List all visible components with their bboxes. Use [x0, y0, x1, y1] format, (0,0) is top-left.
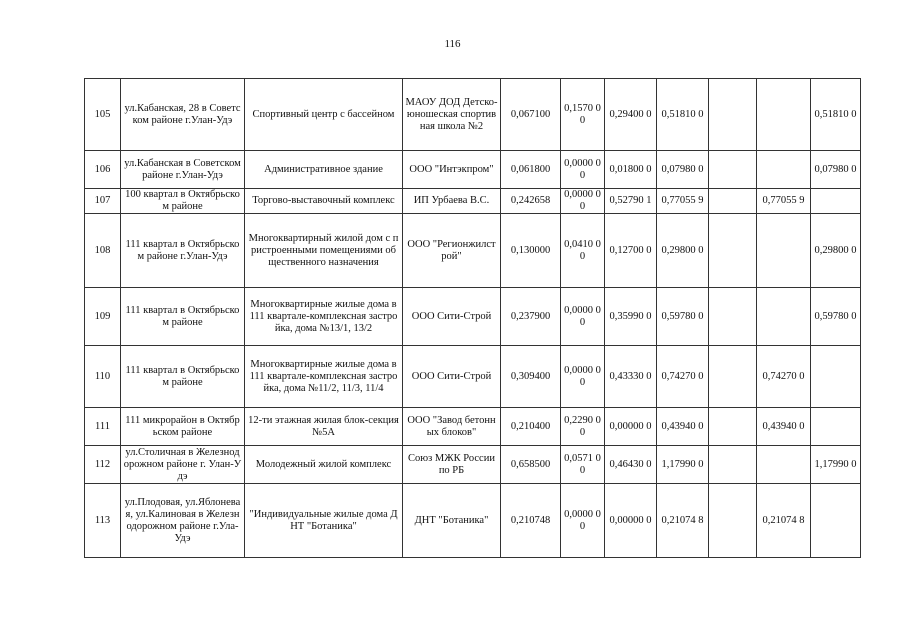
object-cell: 12-ти этажная жилая блок-секция №5А	[245, 408, 403, 446]
value-4-cell: 0,43940 0	[657, 408, 709, 446]
value-2-cell: 0,2290 00	[561, 408, 605, 446]
owner-cell: ООО Сити-Строй	[403, 288, 501, 346]
value-7-cell: 1,17990 0	[811, 446, 861, 484]
value-3-cell: 0,43330 0	[605, 346, 657, 408]
value-6-cell	[757, 288, 811, 346]
value-1-cell: 0,309400	[501, 346, 561, 408]
value-5-cell	[709, 189, 757, 214]
table-row	[85, 408, 861, 446]
row-number: 113	[85, 484, 121, 558]
value-5-cell	[709, 346, 757, 408]
value-5-cell	[709, 408, 757, 446]
value-3-cell: 0,52790 1	[605, 189, 657, 214]
address-cell: ул.Кабанская, 28 в Советском районе г.Улан-Удэ	[121, 79, 245, 151]
value-6-cell	[757, 79, 811, 151]
address-cell: ул.Кабанская в Советском районе г.Улан-Удэ	[121, 151, 245, 189]
value-6-cell	[757, 446, 811, 484]
owner-cell: МАОУ ДОД Детско-юношеская спортивная школа №2	[403, 79, 501, 151]
value-7-cell: 0,07980 0	[811, 151, 861, 189]
value-7-cell: 0,29800 0	[811, 214, 861, 288]
value-7-cell	[811, 484, 861, 558]
object-cell: Многоквартирные жилые дома в 111 квартале-комплексная застройка, дома №11/2, 11/3, 11/4	[245, 346, 403, 408]
value-6-cell: 0,43940 0	[757, 408, 811, 446]
value-5-cell	[709, 484, 757, 558]
address-cell: ул.Столичная в Железнодорожном районе г. Улан-Удэ	[121, 446, 245, 484]
value-7-cell: 0,51810 0	[811, 79, 861, 151]
address-cell: 111 квартал в Октябрьском районе	[121, 288, 245, 346]
owner-cell: ООО "Регионжилстрой"	[403, 214, 501, 288]
value-3-cell: 0,35990 0	[605, 288, 657, 346]
object-cell: Молодежный жилой комплекс	[245, 446, 403, 484]
value-2-cell: 0,0000 00	[561, 484, 605, 558]
owner-cell: ООО "Интэкпром"	[403, 151, 501, 189]
row-number: 105	[85, 79, 121, 151]
object-cell: Торгово-выставочный комплекс	[245, 189, 403, 214]
value-5-cell	[709, 79, 757, 151]
row-number: 109	[85, 288, 121, 346]
value-2-cell: 0,1570 00	[561, 79, 605, 151]
value-4-cell: 0,59780 0	[657, 288, 709, 346]
value-4-cell: 1,17990 0	[657, 446, 709, 484]
data-table	[84, 78, 861, 558]
row-number: 106	[85, 151, 121, 189]
value-3-cell: 0,29400 0	[605, 79, 657, 151]
value-2-cell: 0,0000 00	[561, 189, 605, 214]
address-cell: ул.Плодовая, ул.Яблоневая, ул.Калиновая в Железнодорожном районе г.Ула-Удэ	[121, 484, 245, 558]
table-row	[85, 214, 861, 288]
value-4-cell: 0,77055 9	[657, 189, 709, 214]
table-row	[85, 151, 861, 189]
owner-cell: ООО Сити-Строй	[403, 346, 501, 408]
value-1-cell: 0,242658	[501, 189, 561, 214]
value-5-cell	[709, 151, 757, 189]
value-6-cell	[757, 151, 811, 189]
address-cell: 100 квартал в Октябрьском районе	[121, 189, 245, 214]
table-row	[85, 79, 861, 151]
value-1-cell: 0,210748	[501, 484, 561, 558]
row-number: 112	[85, 446, 121, 484]
value-1-cell: 0,067100	[501, 79, 561, 151]
value-2-cell: 0,0410 00	[561, 214, 605, 288]
owner-cell: ООО "Завод бетонных блоков"	[403, 408, 501, 446]
object-cell: Административное здание	[245, 151, 403, 189]
address-cell: 111 квартал в Октябрьском районе г.Улан-Удэ	[121, 214, 245, 288]
page-number: 116	[444, 38, 461, 50]
value-4-cell: 0,21074 8	[657, 484, 709, 558]
table-row	[85, 288, 861, 346]
value-7-cell	[811, 189, 861, 214]
value-1-cell: 0,237900	[501, 288, 561, 346]
value-2-cell: 0,0000 00	[561, 288, 605, 346]
value-6-cell: 0,77055 9	[757, 189, 811, 214]
value-5-cell	[709, 446, 757, 484]
value-2-cell: 0,0000 00	[561, 346, 605, 408]
value-4-cell: 0,07980 0	[657, 151, 709, 189]
value-3-cell: 0,00000 0	[605, 408, 657, 446]
row-number: 110	[85, 346, 121, 408]
value-3-cell: 0,01800 0	[605, 151, 657, 189]
object-cell: Спортивный центр с бассейном	[245, 79, 403, 151]
object-cell: Многоквартирный жилой дом с пристроенными помещениями общественного назначения	[245, 214, 403, 288]
value-5-cell	[709, 288, 757, 346]
value-7-cell	[811, 408, 861, 446]
value-3-cell: 0,46430 0	[605, 446, 657, 484]
value-3-cell: 0,00000 0	[605, 484, 657, 558]
table-row	[85, 484, 861, 558]
value-3-cell: 0,12700 0	[605, 214, 657, 288]
value-4-cell: 0,29800 0	[657, 214, 709, 288]
table-row	[85, 446, 861, 484]
table-row	[85, 346, 861, 408]
value-7-cell	[811, 346, 861, 408]
value-4-cell: 0,74270 0	[657, 346, 709, 408]
value-6-cell: 0,74270 0	[757, 346, 811, 408]
value-2-cell: 0,0571 00	[561, 446, 605, 484]
address-cell: 111 микрорайон в Октябрьском районе	[121, 408, 245, 446]
row-number: 107	[85, 189, 121, 214]
owner-cell: ДНТ "Ботаника"	[403, 484, 501, 558]
row-number: 111	[85, 408, 121, 446]
row-number: 108	[85, 214, 121, 288]
owner-cell: Союз МЖК России по РБ	[403, 446, 501, 484]
value-6-cell	[757, 214, 811, 288]
value-1-cell: 0,130000	[501, 214, 561, 288]
owner-cell: ИП Урбаева В.С.	[403, 189, 501, 214]
value-5-cell	[709, 214, 757, 288]
value-1-cell: 0,210400	[501, 408, 561, 446]
value-4-cell: 0,51810 0	[657, 79, 709, 151]
value-6-cell: 0,21074 8	[757, 484, 811, 558]
address-cell: 111 квартал в Октябрьском районе	[121, 346, 245, 408]
value-1-cell: 0,658500	[501, 446, 561, 484]
table-row	[85, 189, 861, 214]
object-cell: Многоквартирные жилые дома в 111 квартале-комплексная застройка, дома №13/1, 13/2	[245, 288, 403, 346]
value-2-cell: 0,0000 00	[561, 151, 605, 189]
object-cell: "Индивидуальные жилые дома ДНТ "Ботаника"	[245, 484, 403, 558]
value-1-cell: 0,061800	[501, 151, 561, 189]
value-7-cell: 0,59780 0	[811, 288, 861, 346]
